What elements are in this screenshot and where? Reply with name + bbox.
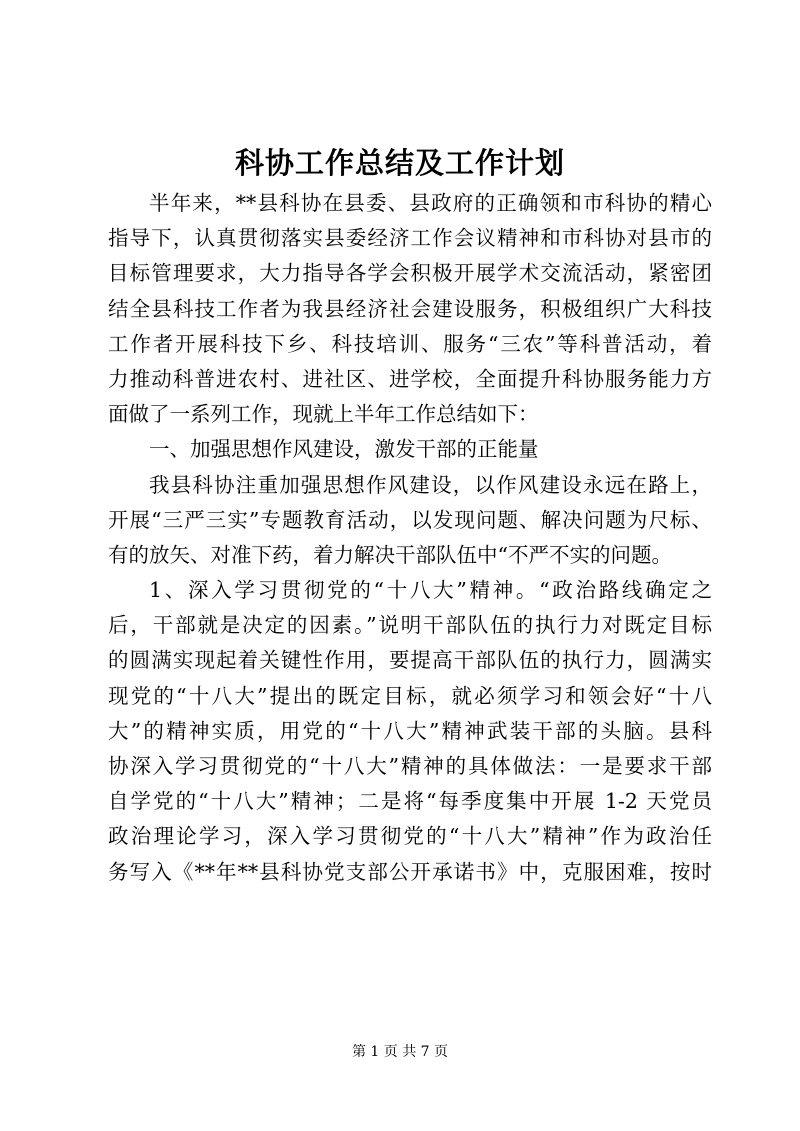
page-title: 科协工作总结及工作计划 <box>234 146 565 180</box>
text-line: 务写入《**年**县科协党支部公开承诺书》中，克服困难，按时 <box>108 859 712 884</box>
document-body <box>108 186 712 890</box>
text-line: 结全县科技工作者为我县经济社会建设服务，积极组织广大科技 <box>108 296 712 321</box>
text-line: 的圆满实现起着关键性作用，要提高干部队伍的执行力，圆满实 <box>108 648 712 673</box>
text-line: 开展“三严三实”专题教育活动，以发现问题、解决问题为尺标、 <box>108 507 712 532</box>
text-line: 有的放矢、对准下药，着力解决干部队伍中“不严不实的问题。 <box>108 542 672 567</box>
text-line: 后，干部就是决定的因素。”说明干部队伍的执行力对既定目标 <box>108 613 712 638</box>
text-line: 指导下，认真贯彻落实县委经济工作会议精神和市科协对县市的 <box>108 226 712 251</box>
text-line: 我县科协注重加强思想作风建设，以作风建设永远在路上， <box>149 472 712 497</box>
text-line: 面做了一系列工作，现就上半年工作总结如下： <box>108 402 539 427</box>
text-line: 力推动科普进农村、进社区、进学校，全面提升科协服务能力方 <box>108 366 712 391</box>
text-line: 协深入学习贯彻党的“十八大”精神的具体做法：一是要求干部 <box>108 754 712 778</box>
page-footer: 第 1 页 共 7 页 <box>351 1044 449 1060</box>
text-line: 现党的“十八大”提出的既定目标，就必须学习和领会好“十八 <box>108 683 712 708</box>
text-line: 政治理论学习，深入学习贯彻党的“十八大”精神”作为政治任 <box>108 824 712 849</box>
text-line: 大”的精神实质，用党的“十八大”精神武装干部的头脑。县科 <box>108 718 712 743</box>
text-line: 工作者开展科技下乡、科技培训、服务“三农”等科普活动，着 <box>108 331 712 356</box>
text-line: 自学党的“十八大”精神；二是将“每季度集中开展 1-2 天党员 <box>108 789 712 814</box>
text-line: 1、深入学习贯彻党的“十八大”精神。“政治路线确定之 <box>149 578 712 603</box>
text-line: 一、加强思想作风建设，激发干部的正能量 <box>149 437 539 462</box>
text-line: 目标管理要求，大力指导各学会积极开展学术交流活动，紧密团 <box>108 261 712 286</box>
text-line: 半年来，**县科协在县委、县政府的正确领和市科协的精心 <box>149 191 712 215</box>
